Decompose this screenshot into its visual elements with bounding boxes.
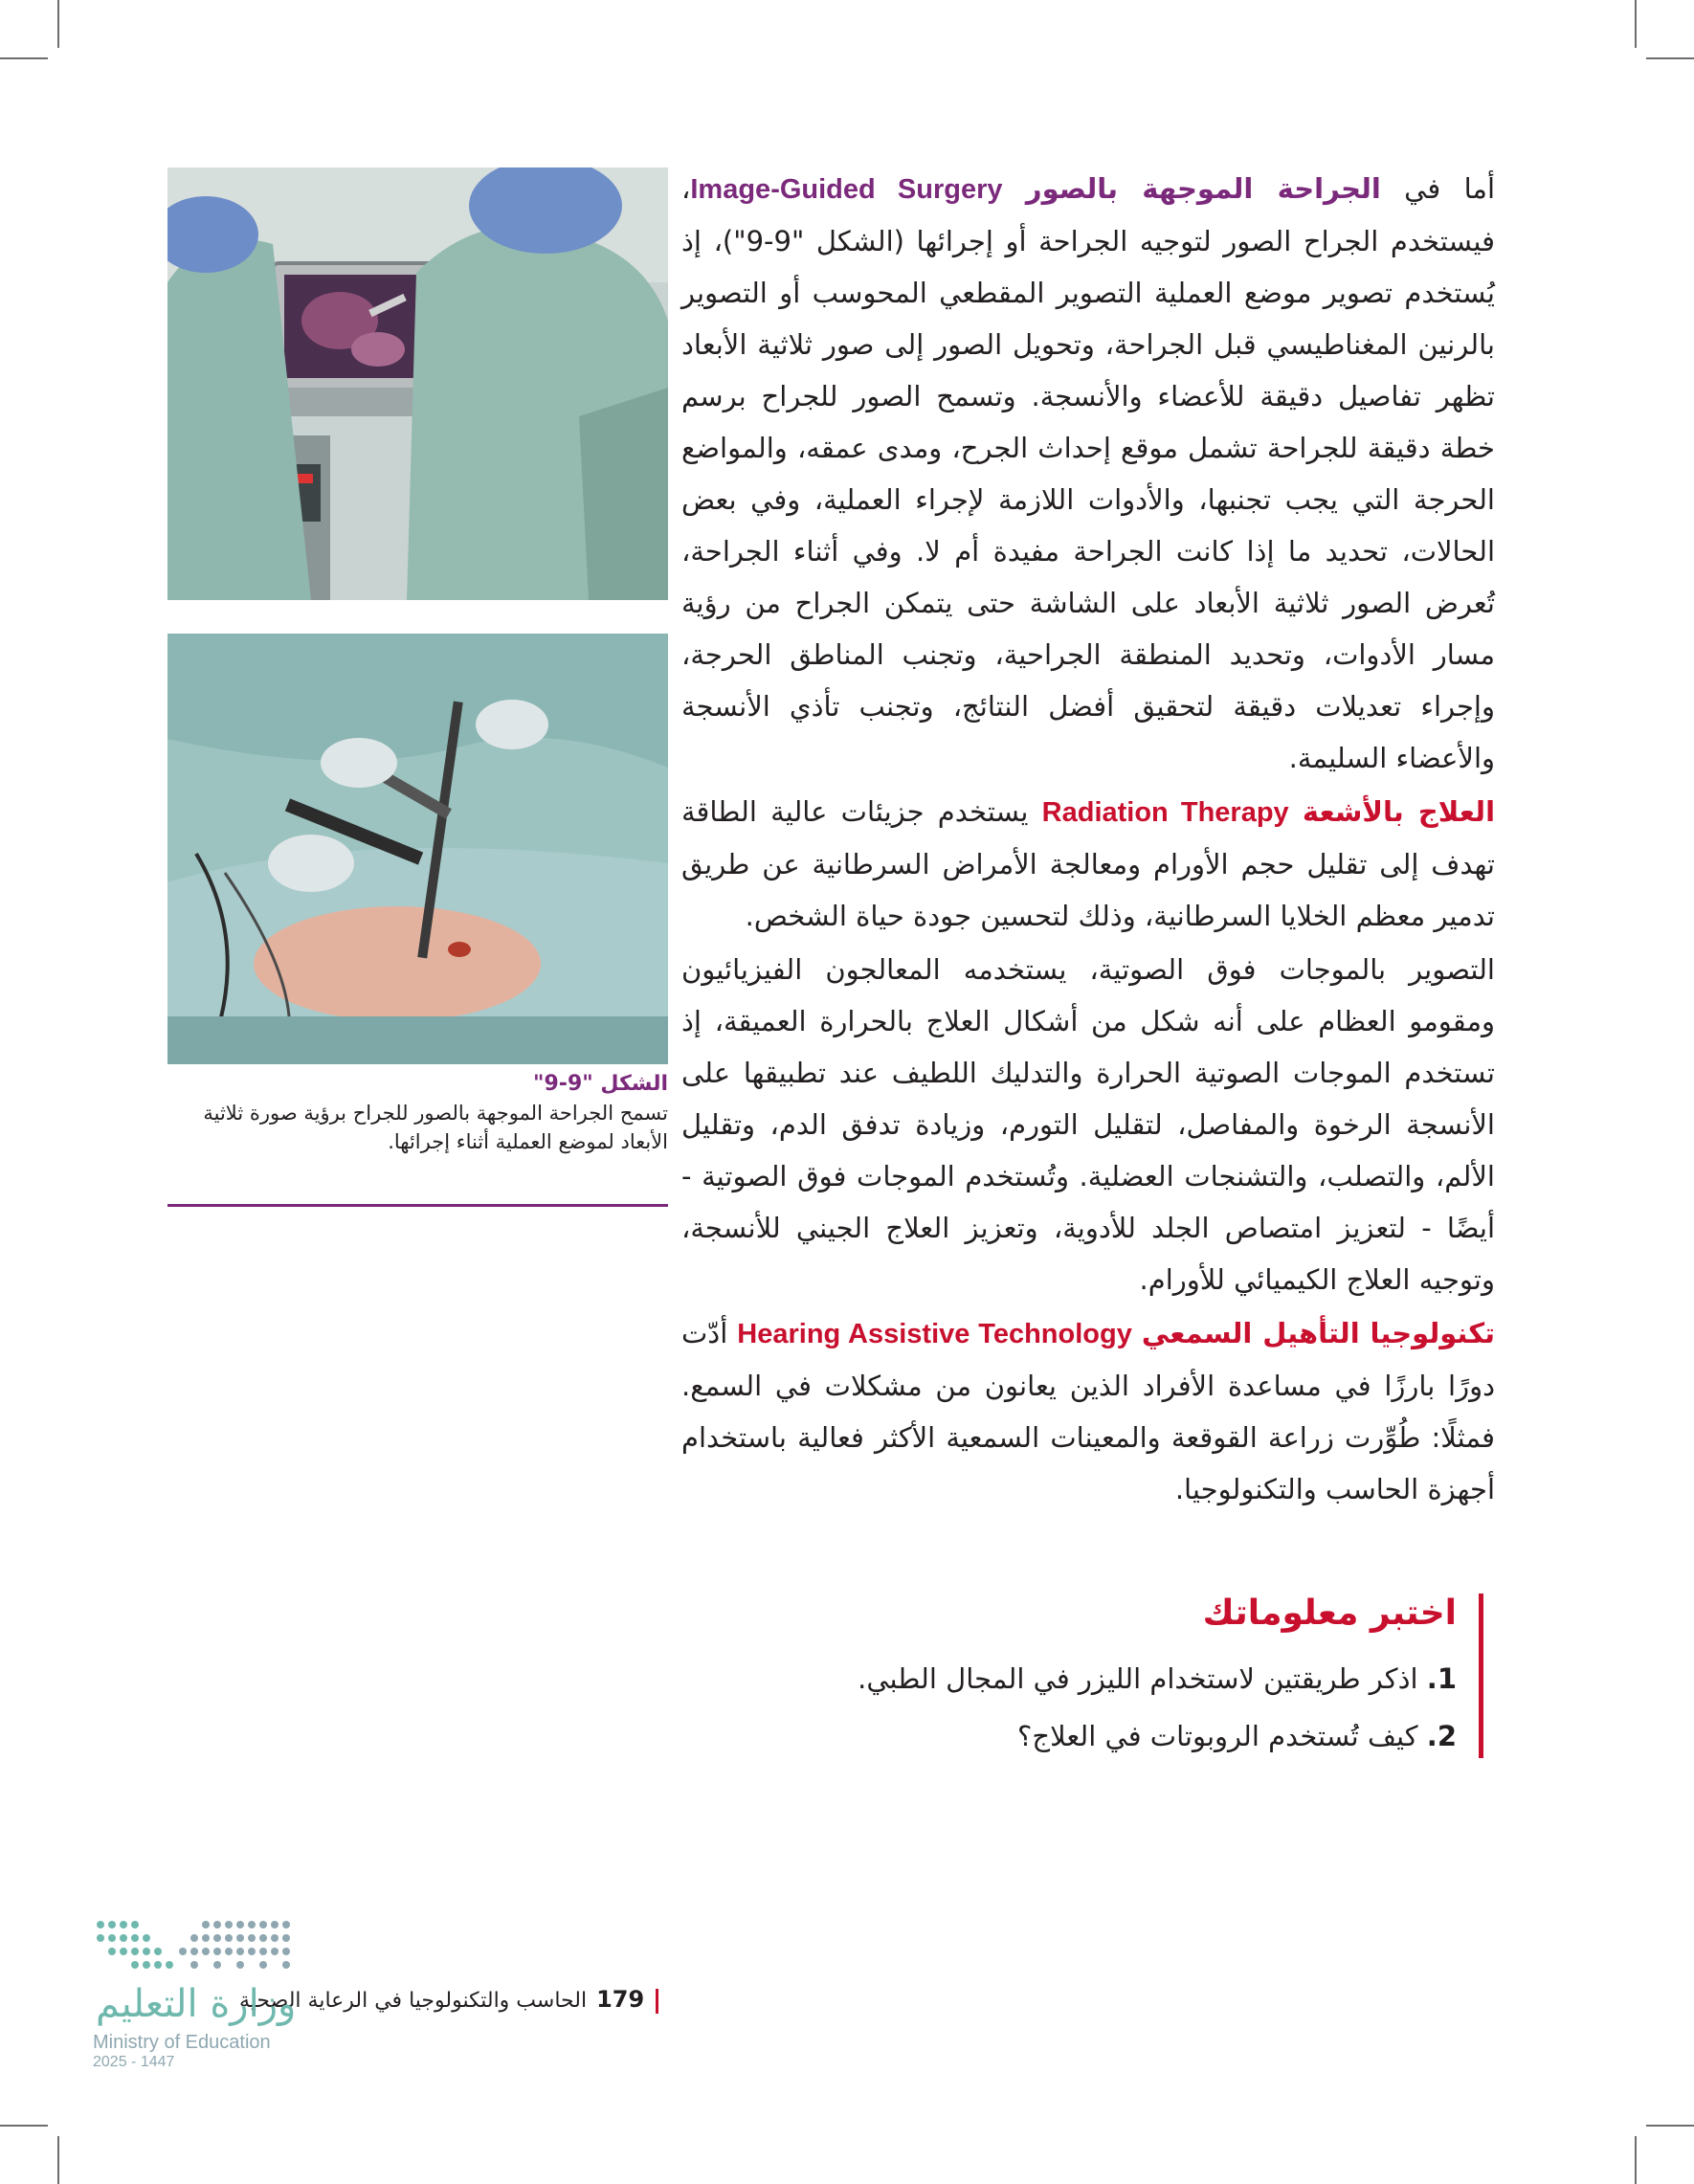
figure-title: الشكل "9-9" [533,1072,668,1096]
quiz-item-number: 2. [1426,1720,1457,1752]
operating-room-photo [167,167,668,600]
figure-photo-surgery [167,634,668,1064]
page-footer [239,1986,658,2014]
intro-text: أما في [1380,172,1496,205]
crop-mark [1646,2125,1694,2127]
surgery-photo [167,634,668,1064]
paragraph-radiation-therapy [681,786,1495,942]
crop-mark [57,2136,59,2184]
logo-english-text: Ministry of Education [93,2032,271,2053]
crop-mark [0,2125,48,2127]
quiz-item-number: 1. [1426,1662,1457,1695]
logo-dots-icon [91,1917,301,1984]
quiz-item [858,1662,1457,1695]
logo-year: 2025 - 1447 [93,2054,175,2070]
term-arabic: الجراحة الموجهة بالصور [1025,172,1381,205]
caption-divider [167,1204,668,1207]
term-english: Hearing Assistive Technology [737,1319,1132,1349]
term-english: Image-Guided Surgery [690,174,1003,205]
crop-mark [57,0,59,48]
paragraph-text: ، فيستخدم الجراح الصور لتوجيه الجراحة أو إجرائها (الشكل "9-9")، إذ يُستخدم تصوير موضع العملية التصوير المقطعي المحوسب أو التصوير بالرنين المغناطيسي قبل الجراحة، وتحويل الصور إلى صور ثلاثية الأبعاد تظهر تفاصيل دقيقة للأعضاء والأنسجة. وتسمح الصور للجراح برسم خطة دقيقة للجراحة تشمل موقع إحداث الجرح، ومدى عمقه، والمواضع الحرجة التي يجب تجنبها، والأدوات اللازمة لإجراء العملية، وفي بعض الحالات، تحديد ما إذا كانت الجراحة مفيدة أم لا. وفي أثناء الجراحة، تُعرض الصور ثلاثية الأبعاد على الشاشة حتى يتمكن الجراح من رؤية مسار الأدوات، وتحديد المنطقة الجراحية، وتجنب المناطق الحرجة، وإجراء تعديلات دقيقة لتحقيق أفضل النتائج، وتجنب تأذي الأنسجة والأعضاء السليمة. [681,172,1496,774]
paragraph-image-guided-surgery [681,163,1495,784]
footer-divider [656,1989,658,2014]
quiz-title: اختبر معلوماتك [1202,1593,1457,1633]
paragraph-hearing-tech [681,1307,1495,1515]
crop-mark [1635,2136,1637,2184]
quiz-item-text: اذكر طريقتين لاستخدام الليزر في المجال الطبي. [858,1662,1418,1695]
ministry-logo [91,1917,301,2070]
paragraph-text: أدّت دورًا بارزًا في مساعدة الأفراد الذين يعانون من مشكلات في السمع. فمثلًا: طُوِّرت زراعة القوقعة والمعينات السمعية الأكثر فعالية باستخدام أجهزة الحاسب والتكنولوجيا. [681,1317,1495,1505]
crop-mark [1646,57,1694,59]
term-arabic: العلاج بالأشعة [1302,795,1496,828]
book-title: الحاسب والتكنولوجيا في الرعاية الصحية [239,1989,588,2013]
paragraph-ultrasound [681,944,1495,1305]
paragraph-text: التصوير بالموجات فوق الصوتية، يستخدمه المعالجون الفيزيائيون ومقومو العظام على أنه شكل من أشكال العلاج بالحرارة العميقة، إذ تستخدم الموجات الصوتية الحرارة والتدليك اللطيف عند تطبيقها على الأنسجة الرخوة والمفاصل، لتقليل التورم، وزيادة تدفق الدم، وتقليل الألم، والتصلب، والتشنجات العضلية. وتُستخدم الموجات فوق الصوتية - أيضًا - لتعزيز امتصاص الجلد للأدوية، وتعزيز العلاج الجيني للأنسجة، وتوجيه العلاج الكيميائي للأورام. [681,953,1495,1296]
paragraph-text: يستخدم جزيئات عالية الطاقة تهدف إلى تقليل حجم الأورام ومعالجة الأمراض السرطانية عن طريق تدمير معظم الخلايا السرطانية، وذلك لتحسين جودة حياة الشخص. [681,795,1495,932]
crop-mark [1635,0,1637,48]
figure-caption-text: تسمح الجراحة الموجهة بالصور للجراح برؤية صورة ثلاثية الأبعاد لموضع العملية أثناء إجرائها. [203,1102,668,1153]
figure-photo-monitor [167,167,668,600]
crop-mark [0,57,48,59]
quiz-item-text: كيف تُستخدم الروبوتات في العلاج؟ [1017,1720,1418,1752]
quiz-item [1017,1720,1457,1752]
quiz-accent-bar [1479,1593,1483,1758]
figure-caption [167,1070,668,1156]
main-text [681,163,1495,1517]
term-english: Radiation Therapy [1041,797,1289,828]
logo-arabic-text: وزارة التعليم [96,1982,297,2026]
page-number: 179 [596,1986,645,2013]
term-arabic: تكنولوجيا التأهيل السمعي [1141,1317,1495,1349]
